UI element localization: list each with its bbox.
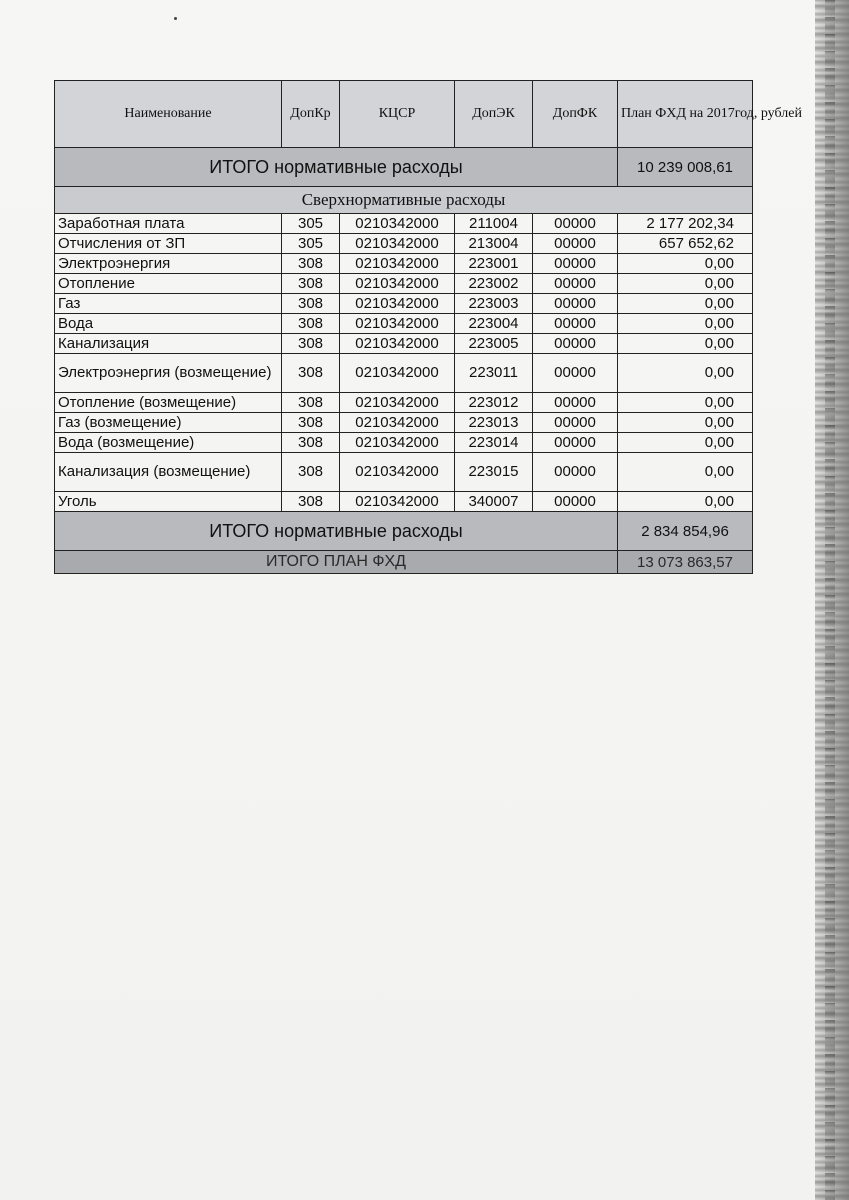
section-header-row [55,187,753,214]
row-plan: 0,00 [618,354,753,393]
row-plan: 0,00 [618,453,753,492]
row-plan: 0,00 [618,334,753,354]
row-plan: 0,00 [618,274,753,294]
grand-total-row [55,551,753,574]
row-dopek: 223013 [455,413,533,433]
row-dopfk: 00000 [533,433,618,453]
table-row [55,314,753,334]
header-dopek: ДопЭК [455,81,533,148]
row-dopkr: 308 [282,274,340,294]
row-kcsr: 0210342000 [340,214,455,234]
table-row [55,354,753,393]
fxd-plan-table [54,80,802,574]
row-dopek: 223015 [455,453,533,492]
table-row [55,334,753,354]
row-kcsr: 0210342000 [340,413,455,433]
total-normative-row [55,148,753,187]
row-dopfk: 00000 [533,393,618,413]
table-row [55,393,753,413]
row-name: Газ [55,294,282,314]
total-normative-label-2: ИТОГО нормативные расходы [55,512,618,551]
row-dopkr: 308 [282,254,340,274]
row-dopkr: 308 [282,433,340,453]
row-plan: 0,00 [618,413,753,433]
row-dopkr: 308 [282,453,340,492]
row-name: Электроэнергия [55,254,282,274]
row-dopfk: 00000 [533,214,618,234]
row-dopkr: 308 [282,393,340,413]
row-dopfk: 00000 [533,314,618,334]
row-plan: 0,00 [618,433,753,453]
row-dopkr: 308 [282,294,340,314]
row-name: Заработная плата [55,214,282,234]
row-dopkr: 308 [282,334,340,354]
row-name: Канализация [55,334,282,354]
row-kcsr: 0210342000 [340,453,455,492]
grand-total-value: 13 073 863,57 [618,551,753,574]
row-dopkr: 308 [282,413,340,433]
section-title: Сверхнормативные расходы [55,187,753,214]
row-plan: 0,00 [618,314,753,334]
row-dopfk: 00000 [533,254,618,274]
row-dopkr: 308 [282,354,340,393]
row-dopkr: 305 [282,234,340,254]
table-row [55,294,753,314]
header-dopkr: ДопКр [282,81,340,148]
row-dopek: 223012 [455,393,533,413]
row-kcsr: 0210342000 [340,254,455,274]
row-kcsr: 0210342000 [340,334,455,354]
row-name: Газ (возмещение) [55,413,282,433]
row-name: Канализация (возмещение) [55,453,282,492]
row-dopek: 340007 [455,492,533,512]
header-name: Наименование [55,81,282,148]
table-row [55,254,753,274]
header-plan: План ФХД на 2017год, рублей [618,81,753,148]
row-dopkr: 305 [282,214,340,234]
row-dopfk: 00000 [533,234,618,254]
header-dopfk: ДопФК [533,81,618,148]
table-row [55,453,753,492]
row-name: Отопление [55,274,282,294]
row-plan: 0,00 [618,294,753,314]
header-kcsr: КЦСР [340,81,455,148]
total-normative-row-2 [55,512,753,551]
row-plan: 657 652,62 [618,234,753,254]
total-normative-value: 10 239 008,61 [618,148,753,187]
row-dopfk: 00000 [533,413,618,433]
row-kcsr: 0210342000 [340,274,455,294]
row-name: Вода (возмещение) [55,433,282,453]
total-normative-value-2: 2 834 854,96 [618,512,753,551]
total-normative-label: ИТОГО нормативные расходы [55,148,618,187]
row-plan: 2 177 202,34 [618,214,753,234]
row-dopek: 223004 [455,314,533,334]
table-row [55,413,753,433]
row-dopek: 223011 [455,354,533,393]
row-plan: 0,00 [618,393,753,413]
table-row [55,492,753,512]
row-kcsr: 0210342000 [340,354,455,393]
row-name: Уголь [55,492,282,512]
scan-edge-noise-inner [825,0,835,1200]
row-dopek: 211004 [455,214,533,234]
row-dopkr: 308 [282,492,340,512]
row-dopek: 223003 [455,294,533,314]
row-kcsr: 0210342000 [340,492,455,512]
row-dopfk: 00000 [533,334,618,354]
row-dopek: 223002 [455,274,533,294]
table-row [55,433,753,453]
row-dopfk: 00000 [533,453,618,492]
row-dopkr: 308 [282,314,340,334]
table-row [55,234,753,254]
row-dopek: 223001 [455,254,533,274]
row-dopfk: 00000 [533,274,618,294]
row-plan: 0,00 [618,492,753,512]
row-name: Отопление (возмещение) [55,393,282,413]
row-kcsr: 0210342000 [340,433,455,453]
row-name: Отчисления от ЗП [55,234,282,254]
row-dopek: 213004 [455,234,533,254]
row-dopfk: 00000 [533,354,618,393]
scan-speck [174,17,177,20]
table-header-row [55,81,753,148]
row-plan: 0,00 [618,254,753,274]
row-name: Электроэнергия (возмещение) [55,354,282,393]
row-kcsr: 0210342000 [340,234,455,254]
row-dopek: 223005 [455,334,533,354]
row-kcsr: 0210342000 [340,294,455,314]
row-kcsr: 0210342000 [340,314,455,334]
grand-total-label: ИТОГО ПЛАН ФХД [55,551,618,574]
row-dopfk: 00000 [533,294,618,314]
row-dopek: 223014 [455,433,533,453]
row-name: Вода [55,314,282,334]
table-row [55,274,753,294]
table-row [55,214,753,234]
row-kcsr: 0210342000 [340,393,455,413]
row-dopfk: 00000 [533,492,618,512]
